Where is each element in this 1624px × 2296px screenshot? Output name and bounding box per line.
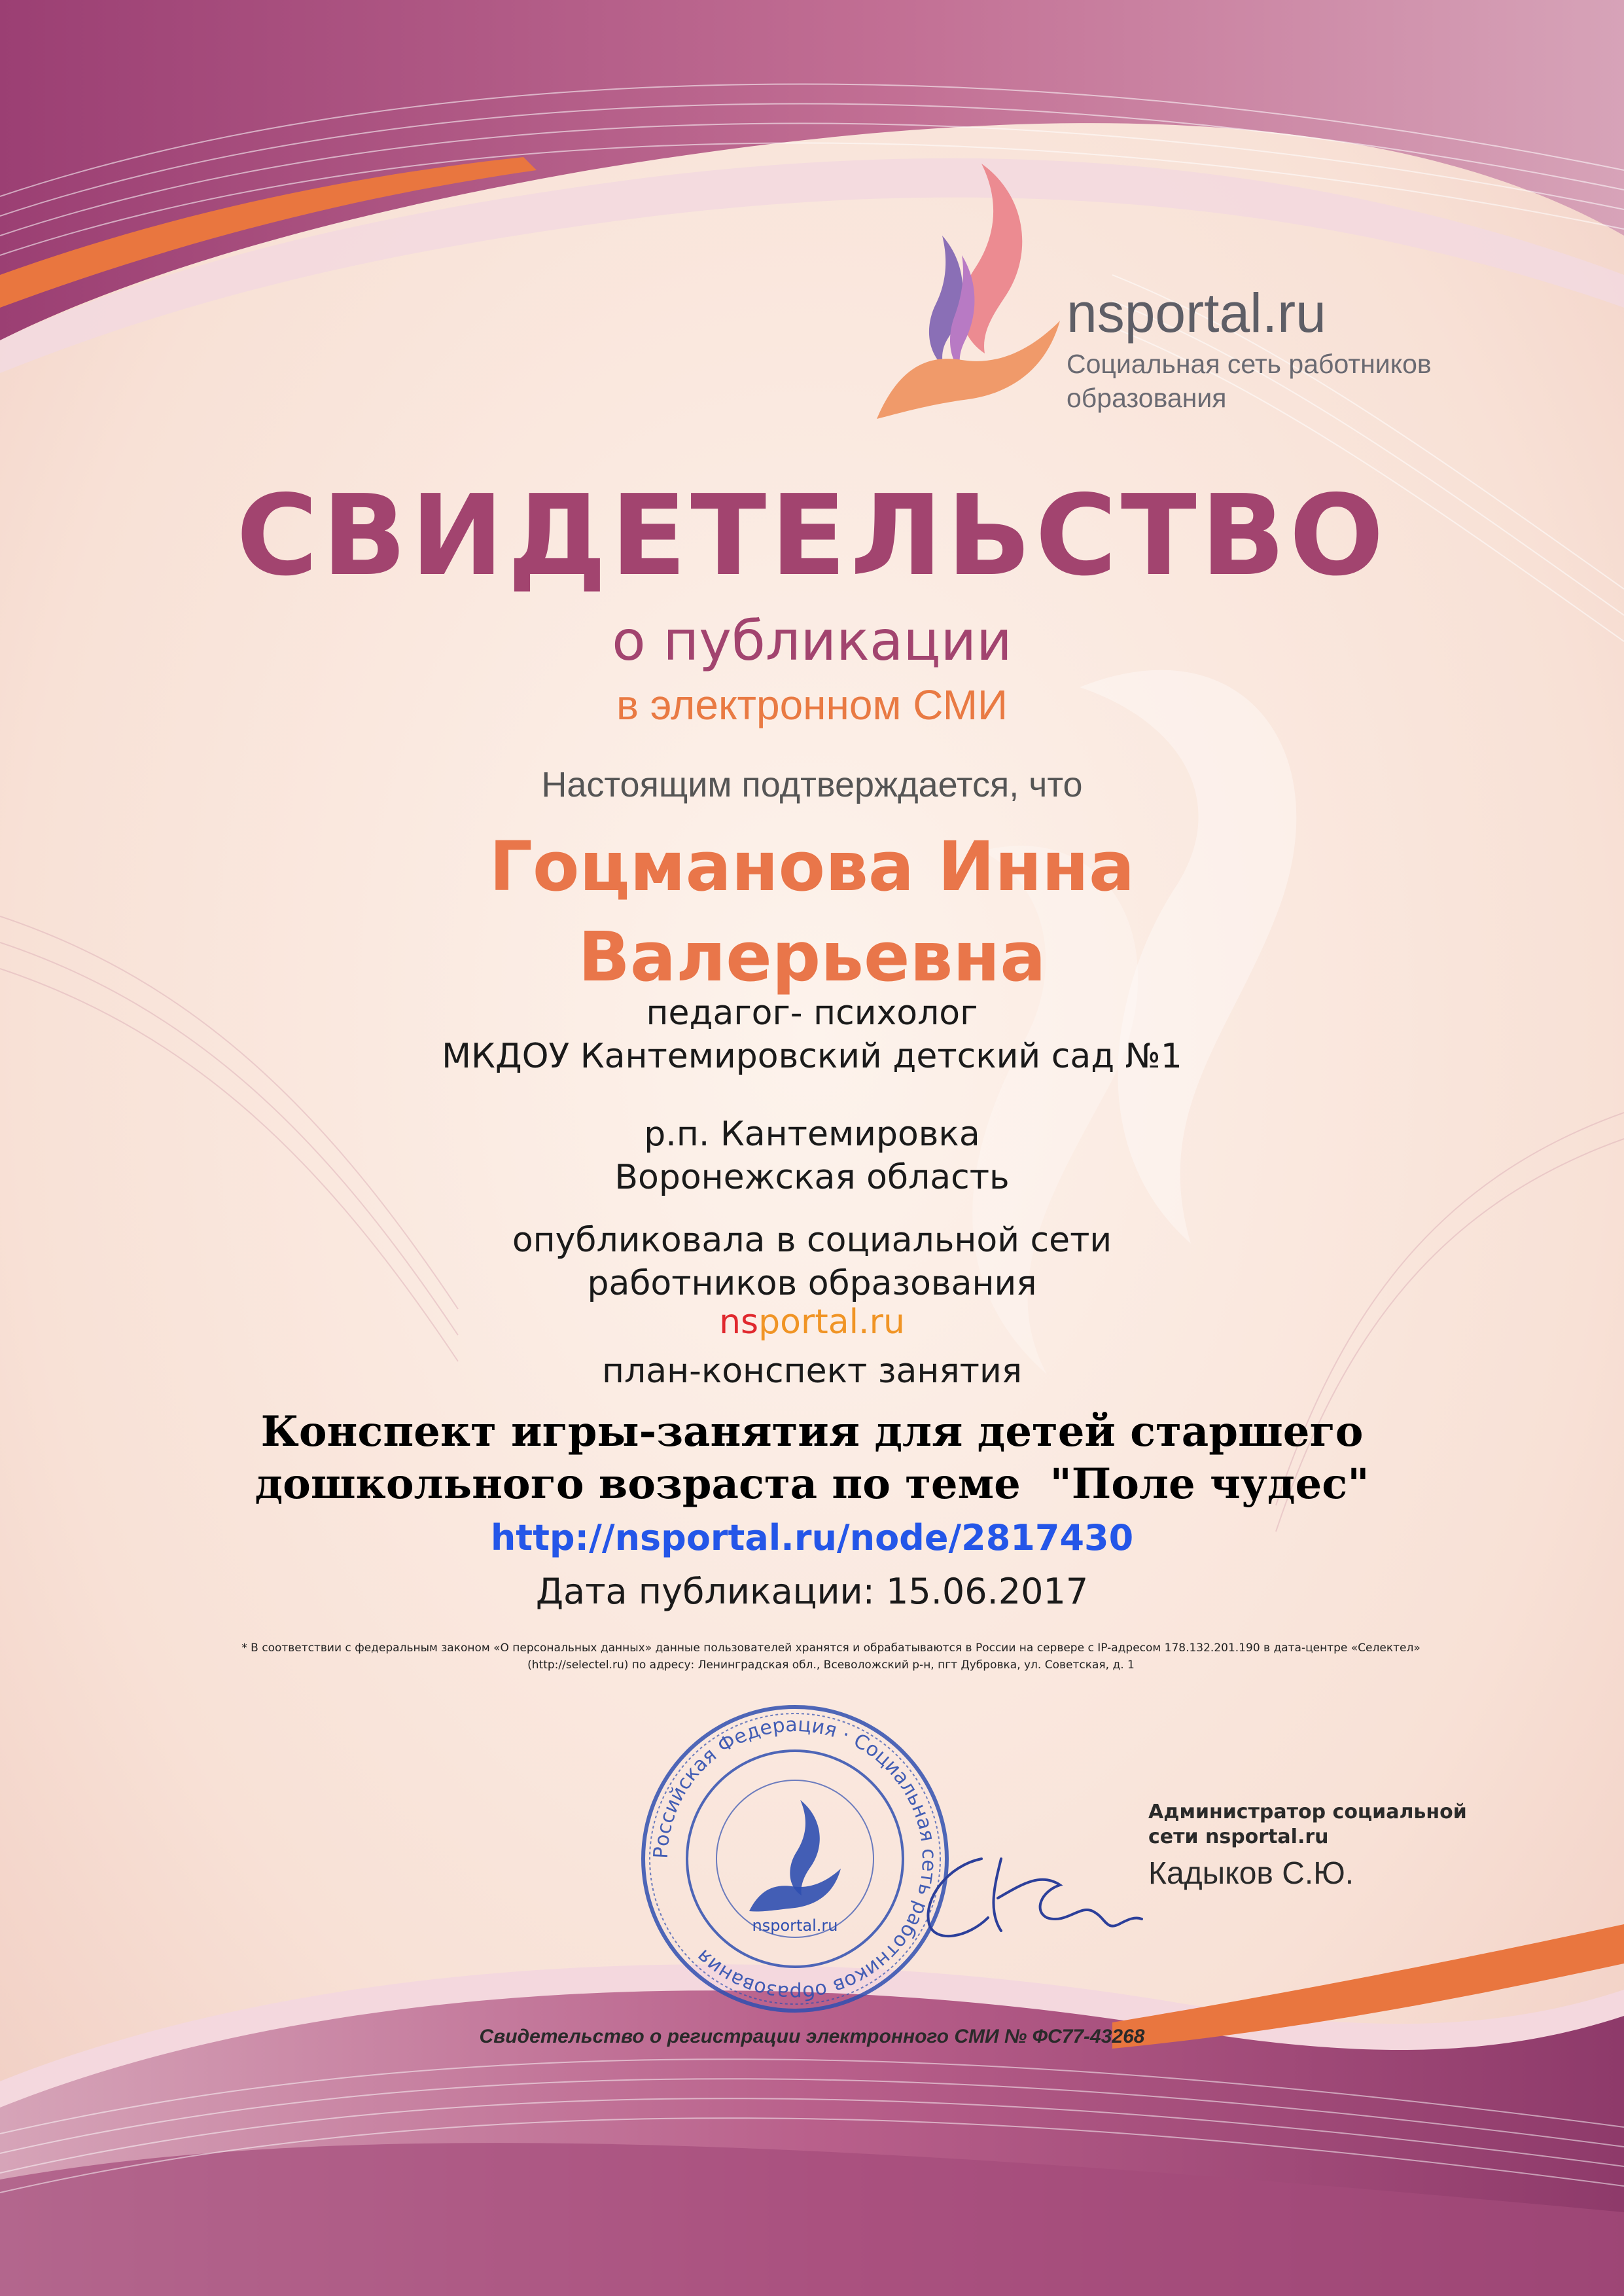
flame-in-hand-icon (870, 157, 1067, 432)
confirm-text: Настоящим подтверждается, что (541, 765, 1083, 804)
certificate-subtitle-media: в электронном СМИ (616, 681, 1008, 728)
signature (909, 1846, 1145, 1957)
stamp-center-text: nsportal.ru (752, 1916, 838, 1935)
recipient-location (0, 1113, 1624, 1199)
position-text: педагог- психолог (646, 994, 978, 1033)
published-text (0, 1219, 1624, 1305)
work-title-line1: Конспект игры-занятия для детей старшего (260, 1407, 1364, 1456)
recipient-name-line2: Валерьевна (578, 917, 1046, 997)
work-title (0, 1406, 1624, 1511)
work-type: план-конспект занятия (601, 1352, 1023, 1391)
recipient-job (0, 992, 1624, 1078)
recipient-name-line1: Гоцманова Инна (489, 827, 1135, 906)
logo-brand-name: nsportal.ru (1067, 282, 1326, 344)
organization-text: МКДОУ Кантемировский детский сад №1 (442, 1037, 1182, 1076)
published-line1: опубликовала в социальной сети (512, 1221, 1112, 1260)
brand-inline-portal: portal.ru (758, 1302, 905, 1342)
admin-name: Кадыков С.Ю. (1148, 1856, 1354, 1891)
publication-link[interactable]: http://nsportal.ru/node/2817430 (490, 1517, 1134, 1558)
work-title-line2: дошкольного возраста по теме "Поле чудес" (255, 1460, 1369, 1509)
publication-date: Дата публикации: 15.06.2017 (535, 1571, 1089, 1612)
published-line2: работников образования (587, 1264, 1037, 1303)
recipient-name (0, 821, 1624, 1002)
admin-role: Администратор социальной сети nsportal.ru (1148, 1801, 1467, 1848)
town-text: р.п. Кантемировка (644, 1115, 980, 1154)
registration-text: Свидетельство о регистрации электронного СМИ № ФС77-43268 (479, 2026, 1145, 2047)
region-text: Воронежская область (614, 1158, 1010, 1197)
footnote: * В соответствии с федеральным законом «О персональных данных» данные пользователей хранятся и обрабатываются в России на сервере с IP-адресом 178.132.201.190 в дата-центре «Селектел» (http://selectel.ru) по адресу: Ленинградская обл., Всеволожский р-н, пгт Дубровка, ул. Советская, д. 1 (241, 1641, 1421, 1672)
round-seal-stamp (638, 1702, 952, 2016)
logo-subtitle: Социальная сеть работников образования (1067, 349, 1432, 413)
certificate-title: СВИДЕТЕЛЬСТВО (236, 471, 1388, 601)
brand-inline (0, 1302, 1624, 1342)
brand-inline-ns: ns (719, 1302, 759, 1342)
certificate-subtitle: о публикации (612, 609, 1012, 673)
logo (818, 65, 1472, 432)
stamp-outer-text: Российская Федерация · Социальная сеть работников образования (649, 1713, 941, 2005)
